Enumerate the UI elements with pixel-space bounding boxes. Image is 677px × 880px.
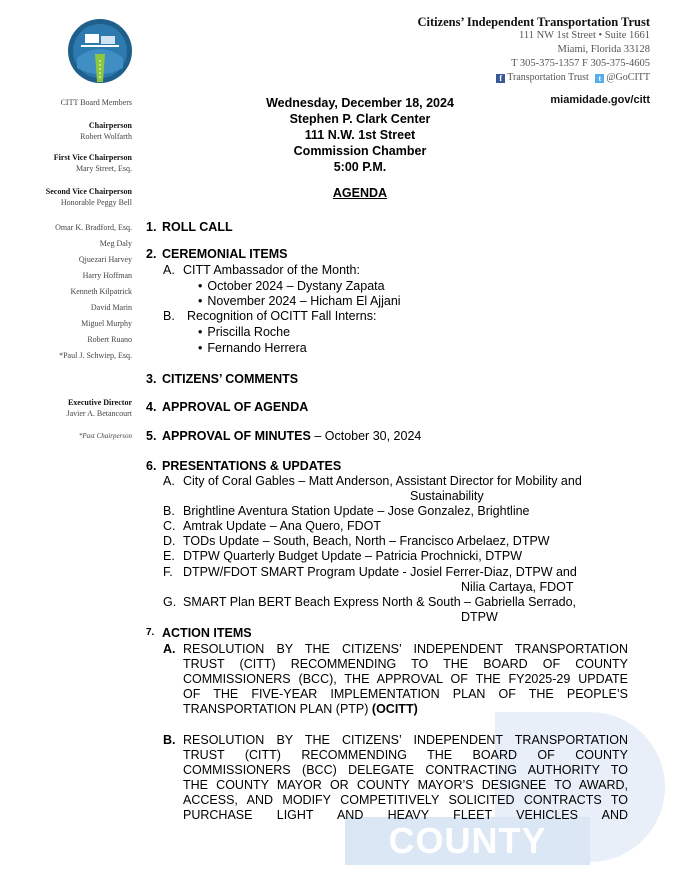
- item-6a-letter: A.: [163, 474, 175, 488]
- item-6a-line-2: Sustainability: [410, 489, 484, 503]
- item-6f-line-1: DTPW/FDOT SMART Program Update - Josiel Ferrer-Diaz, DTPW and: [183, 565, 577, 579]
- item-7b-line-4: THE COUNTY MAYOR OR COUNTY MAYOR’S DESIGNEE TO AWARD,: [183, 778, 628, 792]
- member-name: Robert Ruano: [87, 335, 132, 344]
- item-7b-line-1: RESOLUTION BY THE CITIZENS’ INDEPENDENT TRANSPORTATION: [183, 733, 628, 747]
- item-7b-line-6: PURCHASE LIGHT AND HEAVY FLEET VEHICLES AND: [183, 808, 628, 822]
- section-3-title: CITIZENS’ COMMENTS: [162, 372, 299, 386]
- item-6f-letter: F.: [163, 565, 173, 579]
- exec-role: Executive Director: [67, 398, 132, 407]
- chair-name: Robert Wolfarth: [80, 132, 132, 141]
- member-name: *Paul J. Schwiep, Esq.: [59, 351, 132, 360]
- item-7b-line-3: COMMISSIONERS (BCC) DELEGATE CONTRACTING AUTHORITY TO: [183, 763, 628, 777]
- member-name: Harry Hoffman: [82, 271, 132, 280]
- item-6c-line-1: Amtrak Update – Ana Quero, FDOT: [183, 519, 381, 533]
- member-name: Qjuezari Harvey: [78, 255, 132, 264]
- member-name: David Marin: [90, 303, 132, 312]
- section-6-title: PRESENTATIONS & UPDATES: [162, 459, 342, 473]
- facebook-icon: f: [496, 74, 505, 83]
- facebook-link[interactable]: Transportation Trust: [507, 72, 589, 83]
- section-5-title: APPROVAL OF MINUTES: [162, 429, 311, 443]
- member-name: Omar K. Bradford, Esq.: [55, 223, 132, 232]
- item-2a-letter: A.: [163, 263, 175, 277]
- item-6a-line-1: City of Coral Gables – Matt Anderson, Assistant Director for Mobility and: [183, 474, 582, 488]
- member-name: Meg Daly: [99, 239, 132, 248]
- item-6e-letter: E.: [163, 549, 175, 563]
- member-name: Kenneth Kilpatrick: [70, 287, 132, 296]
- item-7a-line-4: OF THE FIVE-YEAR IMPLEMENTATION PLAN OF THE PEOPLE’S: [183, 687, 628, 701]
- agenda-title: AGENDA: [332, 186, 388, 200]
- section-4-num: 4.: [146, 400, 157, 414]
- item-7a-letter: A.: [163, 642, 176, 656]
- item-2b-letter: B.: [163, 309, 175, 323]
- section-7-num: 7.: [146, 627, 155, 638]
- item-2b-text: Recognition of OCITT Fall Interns:: [187, 309, 377, 323]
- item-6e-line-1: DTPW Quarterly Budget Update – Patricia Prochnicki, DTPW: [183, 549, 523, 563]
- phone-fax: T 305-375-1357 F 305-375-4605: [511, 58, 650, 69]
- item-7a-line-1: RESOLUTION BY THE CITIZENS’ INDEPENDENT TRANSPORTATION: [183, 642, 628, 656]
- item-2a-text: CITT Ambassador of the Month:: [183, 263, 360, 277]
- address-line-1: 111 NW 1st Street • Suite 1661: [518, 30, 650, 41]
- exec-name: Javier A. Betancourt: [66, 409, 132, 418]
- website-link[interactable]: miamidade.gov/citt: [550, 94, 650, 106]
- item-6f-line-2: Nilia Cartaya, FDOT: [461, 580, 574, 594]
- twitter-icon: t: [595, 74, 604, 83]
- item-6b-letter: B.: [163, 504, 175, 518]
- meeting-time: 5:00 P.M.: [333, 160, 387, 174]
- chair-role: Chairperson: [88, 121, 132, 130]
- section-2-num: 2.: [146, 247, 157, 261]
- member-name: Miguel Murphy: [81, 319, 132, 328]
- meeting-venue: Stephen P. Clark Center: [289, 112, 431, 126]
- address-line-2: Miami, Florida 33128: [557, 44, 650, 55]
- watermark-text: COUNTY: [345, 817, 590, 865]
- sidebar-title: CITT Board Members: [60, 98, 132, 107]
- past-chair-footnote: *Past Chairperson: [78, 432, 132, 440]
- section-5-num: 5.: [146, 429, 157, 443]
- section-4-title: APPROVAL OF AGENDA: [162, 400, 309, 414]
- item-6g-letter: G.: [163, 595, 177, 609]
- item-7b-letter: B.: [163, 733, 176, 747]
- item-2a-bullet-2: • November 2024 – Hicham El Ajjani: [198, 294, 401, 308]
- item-7a-line-3: COMMISSIONERS (BCC), THE APPROVAL OF THE FY2025-29 UPDATE: [183, 672, 628, 686]
- item-6d-line-1: TODs Update – South, Beach, North – Francisco Arbelaez, DTPW: [183, 534, 550, 548]
- section-7-title: ACTION ITEMS: [162, 626, 252, 640]
- item-6d-letter: D.: [163, 534, 176, 548]
- section-3-num: 3.: [146, 372, 157, 386]
- meeting-room: Commission Chamber: [293, 144, 427, 158]
- item-2b-bullet-2: • Fernando Herrera: [198, 341, 307, 355]
- item-6b-line-1: Brightline Aventura Station Update – Jose Gonzalez, Brightline: [183, 504, 530, 518]
- second-vice-name: Honorable Peggy Bell: [60, 198, 132, 207]
- item-7a-line-5: [183, 702, 418, 716]
- item-7a-line-5-bold: (OCITT): [371, 702, 418, 716]
- section-5-date: – October 30, 2024: [310, 429, 422, 443]
- meeting-date: Wednesday, December 18, 2024: [266, 96, 454, 110]
- section-2-title: CEREMONIAL ITEMS: [162, 247, 288, 261]
- item-7b-line-2: TRUST (CITT) RECOMMENDING THE BOARD OF COUNTY: [183, 748, 628, 762]
- section-1-num: 1.: [146, 220, 157, 234]
- section-1-title: ROLL CALL: [162, 220, 233, 234]
- item-7a-line-2: TRUST (CITT) RECOMMENDING TO THE BOARD OF COUNTY: [183, 657, 628, 671]
- item-6c-letter: C.: [163, 519, 176, 533]
- section-6-num: 6.: [146, 459, 157, 473]
- first-vice-role: First Vice Chairperson: [53, 153, 132, 162]
- item-6g-line-1: SMART Plan BERT Beach Express North & South – Gabriella Serrado,: [183, 595, 577, 609]
- item-2a-bullet-1: • October 2024 – Dystany Zapata: [198, 279, 385, 293]
- twitter-link[interactable]: @GoCITT: [606, 72, 650, 83]
- second-vice-role: Second Vice Chairperson: [45, 187, 132, 196]
- section-5-line: [162, 429, 421, 443]
- item-7a-line-5-text: TRANSPORTATION PLAN (PTP): [183, 702, 372, 716]
- item-7b-line-5: ACCESS, AND MODIFY COMPETITIVELY SOLICITED CONTRACTS TO: [183, 793, 628, 807]
- first-vice-name: Mary Street, Esq.: [76, 164, 132, 173]
- item-6g-line-2: DTPW: [461, 610, 498, 624]
- item-2b-bullet-1: • Priscilla Roche: [198, 325, 290, 339]
- org-name: Citizens’ Independent Transportation Trust: [417, 15, 650, 29]
- meeting-address: 111 N.W. 1st Street: [304, 128, 416, 142]
